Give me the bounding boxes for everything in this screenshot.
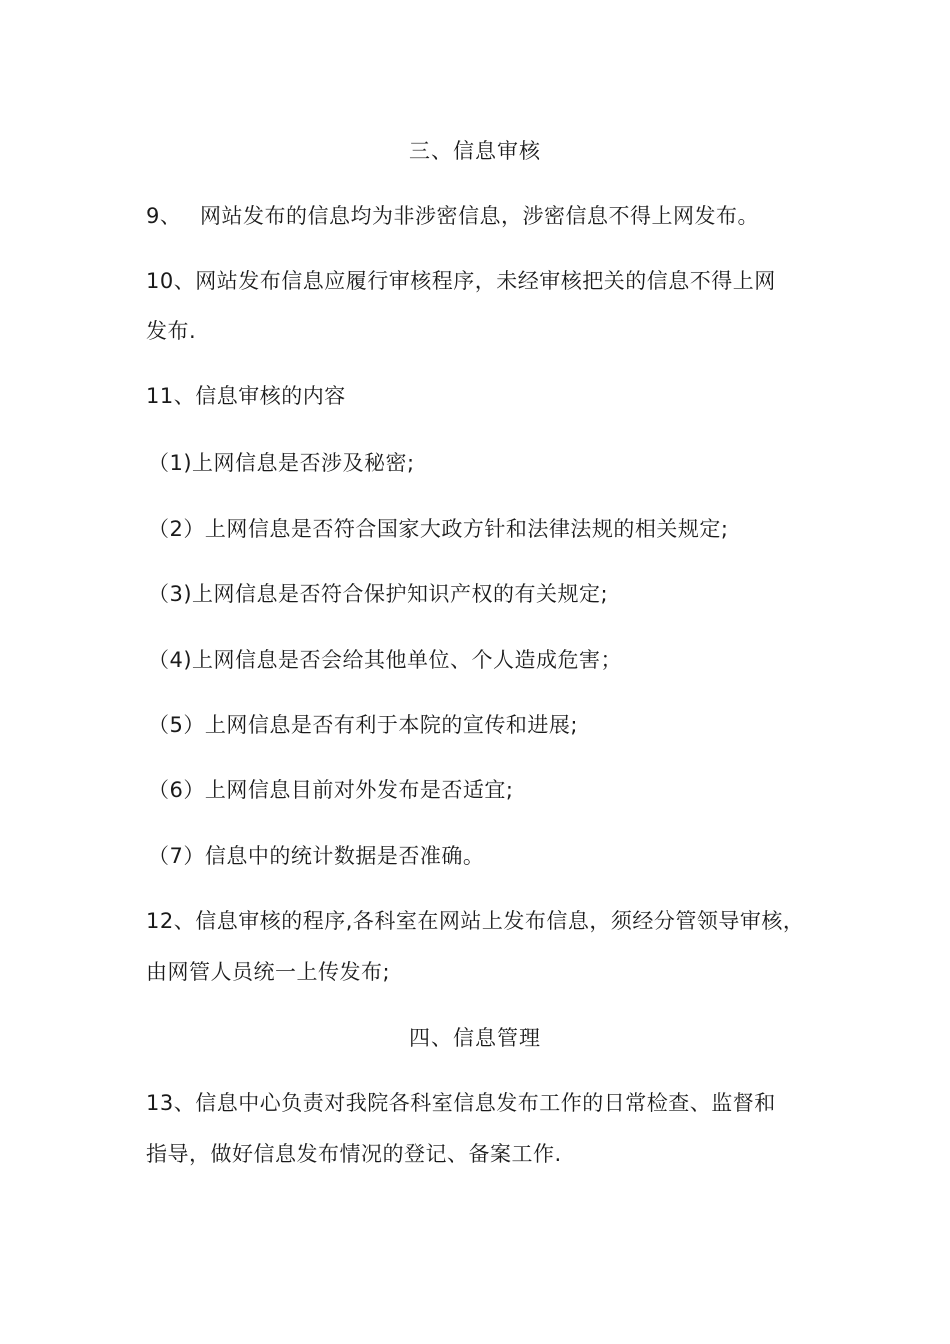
item-12-line-1: 12、信息审核的程序,各科室在网站上发布信息，须经分管领导审核， [146, 909, 805, 933]
item-11-subitem-7: （7）信息中的统计数据是否准确。 [148, 844, 485, 868]
section-heading-info-management: 四、信息管理 [409, 1026, 541, 1050]
item-9 [146, 201, 759, 231]
item-9-text: 网站发布的信息均为非涉密信息，涉密信息不得上网发布。 [200, 204, 759, 228]
item-11-title: 11、信息审核的内容 [146, 384, 346, 408]
item-11-subitem-2: （2）上网信息是否符合国家大政方针和法律法规的相关规定; [148, 517, 729, 541]
section-heading-info-review: 三、信息审核 [409, 139, 541, 163]
item-12-line-2: 由网管人员统一上传发布; [146, 960, 391, 984]
item-10-line-2: 发布. [146, 319, 197, 343]
item-11-subitem-1: （1)上网信息是否涉及秘密; [148, 451, 415, 475]
item-9-number: 9、 [146, 204, 182, 228]
item-11-subitem-6: （6）上网信息目前对外发布是否适宜; [148, 778, 514, 802]
item-13-line-1: 13、信息中心负责对我院各科室信息发布工作的日常检查、监督和 [146, 1091, 776, 1115]
item-10-line-1: 10、网站发布信息应履行审核程序，未经审核把关的信息不得上网 [146, 269, 776, 293]
item-13-line-2: 指导，做好信息发布情况的登记、备案工作. [146, 1142, 562, 1166]
item-11-subitem-5: （5）上网信息是否有利于本院的宣传和进展; [148, 713, 578, 737]
item-11-subitem-4: （4)上网信息是否会给其他单位、个人造成危害； [148, 648, 623, 672]
item-11-subitem-3: （3)上网信息是否符合保护知识产权的有关规定; [148, 582, 609, 606]
